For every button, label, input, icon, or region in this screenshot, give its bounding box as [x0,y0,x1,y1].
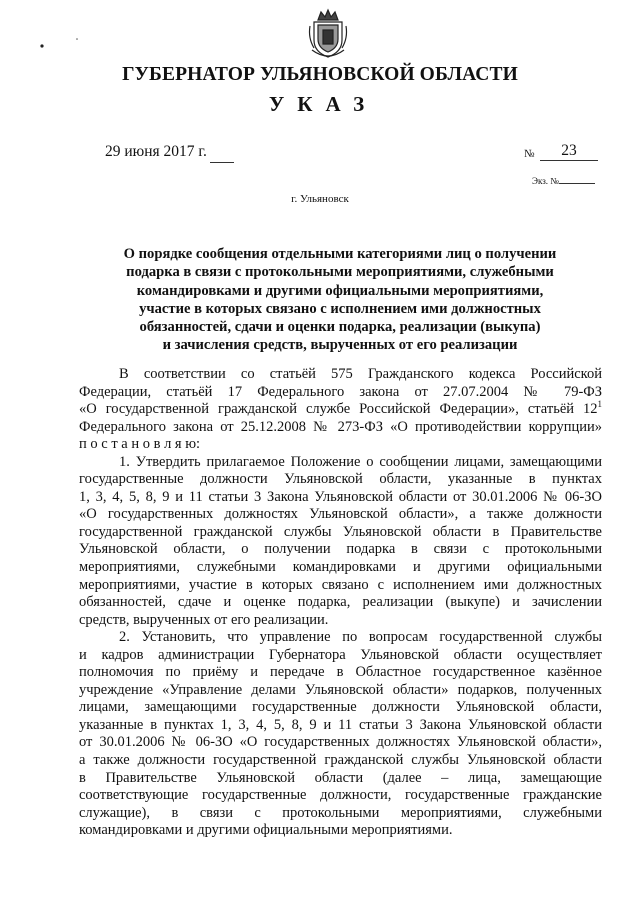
item-1-line: мероприятиями, участие в которых связано с исполнением ими должностных [79,576,602,593]
preamble-line [79,401,602,419]
title-line: участие в которых связано с исполнением ими должностных [139,300,541,317]
item-2-line: соответствующие государственные должности, государственные гражданские [79,787,602,804]
item-2-line: учреждение «Управление делами Ульяновской области» подарков, полученных [79,681,602,698]
item-2-line: служащие), в связи с протокольными мероприятиями, служебными [79,804,602,821]
number-sign: № [524,148,535,160]
item-2-line: 2. Установить, что управление по вопросам государственной службы [119,629,602,646]
scan-specks [36,36,96,50]
decree-title [105,245,575,355]
preamble-line: Федерации, статьёй 17 Федерального закона от 27.07.2004 № 79-ФЗ [79,383,602,400]
item-1-line: мероприятиями, служебными командировками и другими официальными [79,559,602,576]
issuer-heading: ГУБЕРНАТОР УЛЬЯНОВСКОЙ ОБЛАСТИ [122,64,518,85]
preamble-text: «О государственной гражданской службе Российской Федерации», статьёй 12 [79,401,598,418]
document-number: 23 [540,141,598,161]
item-2-line: полномочия по приёму и передаче в Областное государственное казённое [79,664,602,681]
title-line: обязанностей, сдачи и оценки подарка, реализации (выкупа) [139,319,541,336]
date-underline [210,162,234,163]
item-2-line: командировками и другими официальными мероприятиями. [79,822,453,839]
item-1-line: «О государственных должностях Ульяновской области», а также должности [79,506,602,523]
copy-label: Экз. № [532,176,559,186]
preamble-line: В соответствии со статьёй 575 Гражданского кодекса Российской [119,366,602,382]
item-1-line: Ульяновской области, о получении подарка в связи с протокольными [79,541,602,558]
item-2-line: от 30.01.2006 № 06-ЗО «О государственных должностях Ульяновской области», [79,734,602,751]
item-1-line: государственные должности Ульяновской области, указанные в пунктах [79,471,602,488]
item-2-line: и кадров администрации Губернатора Ульяновской области осуществляет [79,646,602,663]
coat-of-arms-emblem [306,6,350,60]
title-line: командировками и другими официальными мероприятиями, [136,282,544,299]
title-line: О порядке сообщения отдельными категориями лиц о получении [123,246,557,262]
preamble-line: Федерального закона от 25.12.2008 № 273-ФЗ «О противодействии коррупции» [79,418,602,435]
item-1-line: 1. Утвердить прилагаемое Положение о сообщении лицами, замещающими [119,453,602,470]
title-line: и зачисления средств, вырученных от его реализации [162,337,518,354]
item-1-line: 1, 3, 4, 5, 8, 9 и 11 статьи 3 Закона Ульяновской области от 30.01.2006 № 06-ЗО [79,488,602,505]
item-1-line: государственной гражданской службы Ульяновской области в Правительстве [79,523,602,540]
decree-body [79,366,602,840]
document-type: УКАЗ [268,92,378,116]
city: г. Ульяновск [291,193,349,205]
item-2-line: лицами, замещающими государственные должности Ульяновской области, [79,699,602,716]
article-superscript: 1 [597,399,602,410]
decree-verb: п о с т а н о в л я ю: [79,436,201,453]
item-2-line: указанные в пунктах 1, 3, 4, 5, 8, 9 и 11 статьи 3 Закона Ульяновской области [79,716,602,733]
item-2-line: в Правительстве Ульяновской области (далее – лица, замещающие [79,769,602,786]
item-1-line: средств, вырученных от его реализации. [79,611,329,628]
copy-number [532,176,595,186]
item-1-line: обязанностей, сдаче и оценке подарка, реализации (выкупе) и зачислении [79,594,602,611]
document-date: 29 июня 2017 г. [105,143,207,160]
title-line: подарка в связи с протокольными мероприятиями, служебными [126,264,554,281]
item-2-line: а также должности государственной гражданской службы Ульяновской области [79,752,602,769]
